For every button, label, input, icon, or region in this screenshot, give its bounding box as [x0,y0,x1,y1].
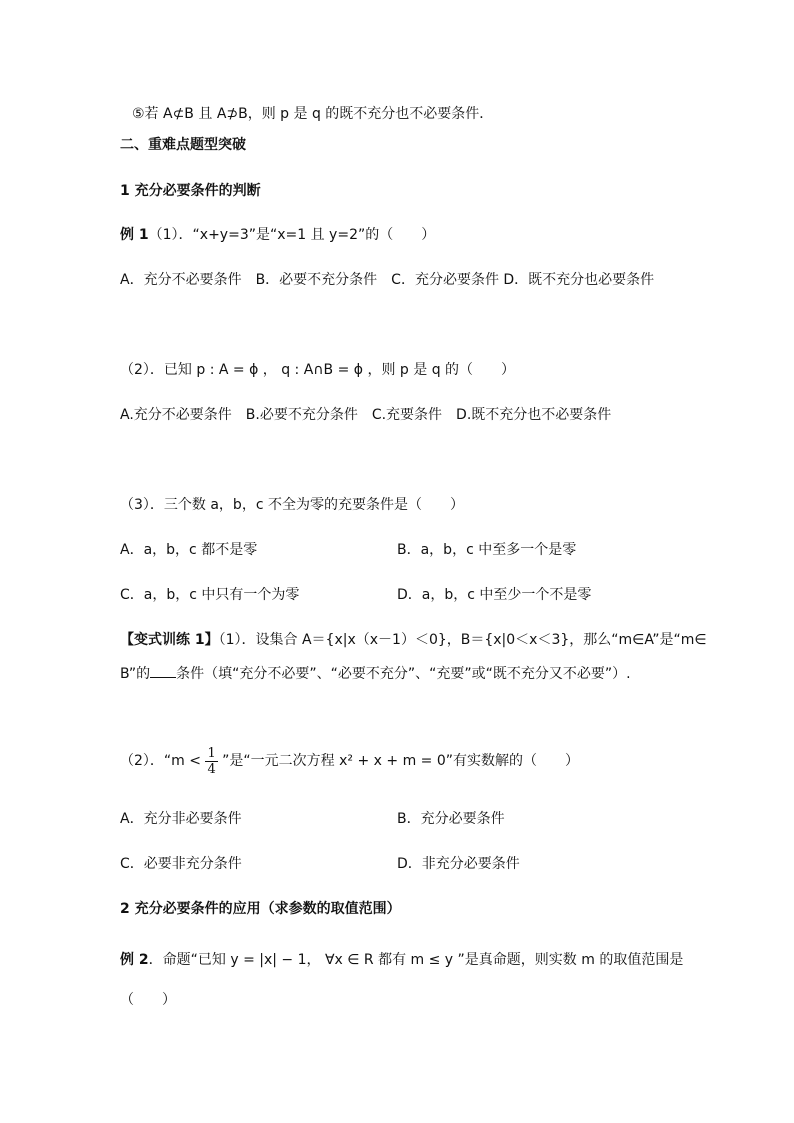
topic1-heading: 1 充分必要条件的判断 [120,183,261,199]
variant1-q2-pre: （2）．“m < [120,753,201,769]
ex1-q3-option-a: A．a，b，c 都不是零 [120,542,258,558]
variant1-q2-post: ”是“一元二次方程 x² + x + m = 0”有实数解的（ ） [222,753,579,769]
topic2-heading: 2 充分必要条件的应用（求参数的取值范围） [120,901,401,917]
variant1-label: 【变式训练 1】 [120,632,219,648]
variant1-q2-option-a: A．充分非必要条件 [120,811,242,827]
variant1-q2-option-b: B．充分必要条件 [397,811,505,827]
fraction-numerator: 1 [207,745,216,761]
variant1-q1-line2-pre: B”的 [120,666,151,682]
variant1-q2-option-c: C．必要非充分条件 [120,856,242,872]
ex2-text [120,950,683,970]
ex1-q2-text: （2）．已知 p : A = ϕ ， q : A∩B = ϕ ，则 p 是 q 的（ ） [120,362,516,378]
ex1-q1-text: （1）．“x+y=3”是“x=1 且 y=2”的（ ） [148,227,436,243]
variant1-q1-line2 [120,663,631,684]
variant1-q1-line2-post: 条件（填“充分不必要”、“必要不充分”、“充要”或“既不充分又不必要”）. [176,666,631,682]
ex1-label: 例 1 [120,227,149,243]
ex1-q1-options: A．充分不必要条件 B．必要不充分条件 C．充分必要条件 D．既不充分也必要条件 [120,272,655,288]
ex2-question: ．命题“已知 y = |x| − 1， ∀x ∈ R 都有 m ≤ y ”是真命题，则实数 m 的取值范围是 [148,952,684,968]
variant1-q1-text: （1）．设集合 A＝{x|x（x－1）＜0}，B＝{x|0＜x＜3}，那么“m∈A”是“m∈ [218,632,707,648]
ex1-q1 [120,225,435,245]
variant1-q2 [120,744,579,778]
ex2-label: 例 2 [120,952,149,968]
answer-blank[interactable] [150,663,176,678]
ex1-q3-text: （3）．三个数 a，b，c 不全为零的充要条件是（ ） [120,497,464,513]
ex1-q3-option-d: D．a，b，c 中至少一个不是零 [397,587,592,603]
section-heading: 二、重难点题型突破 [120,137,246,153]
variant1-q1-line1 [120,630,707,650]
fraction-denominator: 4 [207,761,216,777]
fraction-one-quarter [205,746,217,777]
ex2-paren: （ ） [120,992,176,1008]
variant1-q2-option-d: D．非充分必要条件 [397,856,520,872]
ex1-q3-option-b: B．a，b，c 中至多一个是零 [397,542,577,558]
ex1-q2-options: A.充分不必要条件 B.必要不充分条件 C.充要条件 D.既不充分也不必要条件 [120,407,612,423]
intro-item: ⑤若 A⊄B 且 A⊅B，则 p 是 q 的既不充分也不必要条件． [132,106,494,122]
ex1-q3-option-c: C．a，b，c 中只有一个为零 [120,587,300,603]
